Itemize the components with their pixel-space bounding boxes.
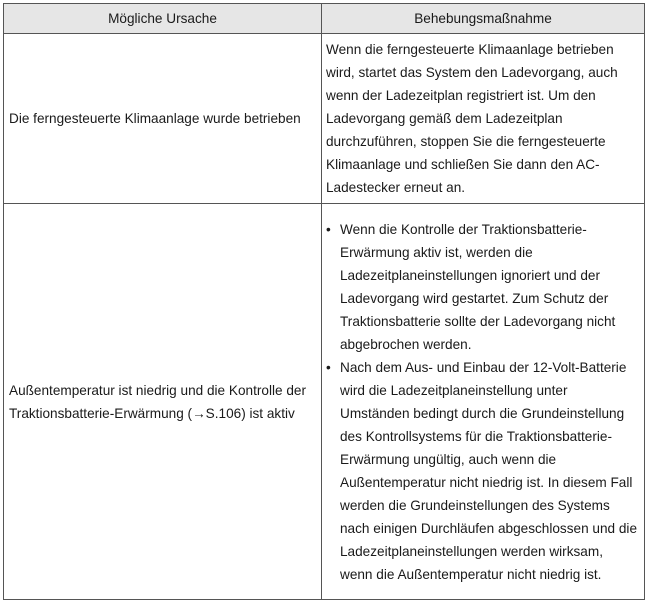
list-item — [326, 218, 639, 356]
remedy-bullet-list — [326, 218, 639, 586]
remedy-text: Wenn die ferngesteuerte Klimaanlage betrieben wird, startet das System den Ladevorgang, auch wenn der Ladezeitplan registriert ist. Um den Ladevorgang gemäß dem Ladezeitplan durchzuführen, stoppen Sie die ferngesteuerte Klimaanlage und schließen Sie dann den AC-Ladestecker erneut an. — [326, 42, 618, 195]
table-header-row — [4, 4, 645, 34]
bullet-icon: • — [326, 359, 331, 375]
bullet-icon: • — [326, 221, 331, 237]
table-row — [4, 34, 645, 204]
remedy-cell — [322, 34, 645, 204]
header-remedy: Behebungsmaßnahme — [322, 4, 645, 34]
cause-cell: Außentemperatur ist niedrig und die Kontrolle der Traktionsbatterie-Erwärmung (→S.106) ist aktiv — [4, 204, 322, 600]
troubleshooting-table — [3, 3, 645, 600]
header-possible-cause: Mögliche Ursache — [4, 4, 322, 34]
table-row — [4, 204, 645, 600]
remedy-cell — [322, 204, 645, 600]
list-item — [326, 356, 639, 586]
bullet-text: Nach dem Aus- und Einbau der 12-Volt-Batterie wird die Ladezeitplaneinstellung unter Umständen bedingt durch die Grundeinstellung des Kontrollsystems für die Traktionsbatterie-Erwärmung ungültig, auch wenn die Außentemperatur nicht niedrig ist. In diesem Fall werden die Grundeinstellungen des Systems nach einigen Durchläufen abgeschlossen und die Ladezeitplaneinstellungen werden wirksam, wenn die Außentemperatur nicht niedrig ist. — [340, 359, 638, 582]
cause-cell: Die ferngesteuerte Klimaanlage wurde betrieben — [4, 34, 322, 204]
bullet-text: Wenn die Kontrolle der Traktionsbatterie-Erwärmung aktiv ist, werden die Ladezeitplaneinstellungen ignoriert und der Ladevorgang wird gestartet. Zum Schutz der Traktionsbatterie sollte der Ladevorgang nicht abgebrochen werden. — [340, 221, 616, 352]
